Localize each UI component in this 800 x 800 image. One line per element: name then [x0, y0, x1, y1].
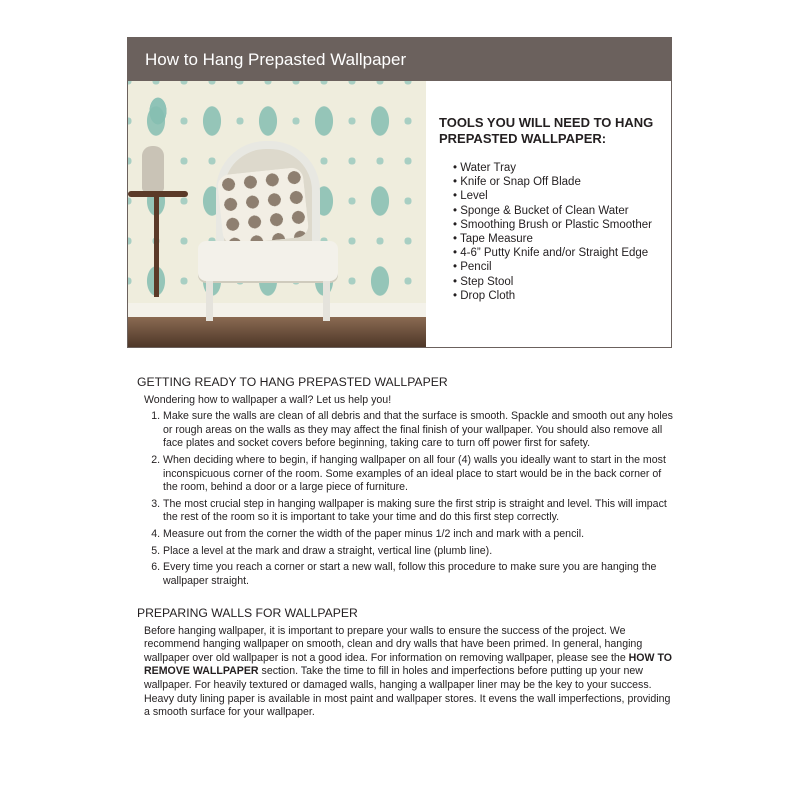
chair-seat	[198, 241, 338, 281]
step-item: 3. The most crucial step in hanging wallpaper is making sure the first strip is straight and level. This will impact the rest of the room so it is important to take your time and do this first step correctly.	[163, 498, 677, 525]
section-heading: GETTING READY TO HANG PREPASTED WALLPAPER	[137, 375, 448, 389]
tool-item: • Tape Measure	[453, 232, 669, 246]
step-item: 6. Every time you reach a corner or start a new wall, follow this procedure to make sure you are hanging the wallpaper straight.	[163, 561, 677, 588]
tool-item: • Sponge & Bucket of Clean Water	[453, 204, 669, 218]
room-photo	[128, 81, 426, 347]
tool-item: • Smoothing Brush or Plastic Smoother	[453, 218, 669, 232]
tool-item: • Drop Cloth	[453, 289, 669, 303]
tools-panel	[439, 115, 669, 303]
tool-item: • Pencil	[453, 260, 669, 274]
paragraph-text: section. Take the time to fill in holes and imperfections before putting up your new wallpaper. For heavily textured or damaged walls, hanging a wallpaper liner may be the key to your success. Heavy duty lining paper is available in most paint and wallpaper stores. It evens the wall imperfections, providing a smooth surface for your wallpaper.	[144, 665, 671, 719]
intro-text: Wondering how to wallpaper a wall? Let us help you!	[144, 393, 392, 406]
chair-leg	[206, 281, 213, 321]
tools-heading: TOOLS YOU WILL NEED TO HANG PREPASTED WALLPAPER:	[439, 115, 654, 146]
pillow	[217, 167, 310, 246]
chair-leg	[323, 281, 330, 321]
getting-ready-section	[137, 376, 677, 591]
side-table-leg	[154, 197, 159, 297]
step-item: 1. Make sure the walls are clean of all debris and that the surface is smooth. Spackle and smooth out any holes or rough areas on the walls as they may affect the final finish of your wallpaper. You should also remove all face plates and socket covers before beginning, taking care to turn off power first for safety.	[163, 410, 677, 451]
info-card	[127, 37, 672, 348]
wood-floor	[128, 317, 426, 347]
tool-item: • Water Tray	[453, 161, 669, 175]
tool-item: • Step Stool	[453, 275, 669, 289]
step-item: 5. Place a level at the mark and draw a straight, vertical line (plumb line).	[163, 545, 677, 559]
tools-list	[439, 161, 669, 303]
preparing-paragraph	[144, 625, 677, 720]
remove-wallpaper-reference: HOW TO REMOVE WALLPAPER	[144, 651, 673, 678]
tool-item: • 4-6” Putty Knife and/or Straight Edge	[453, 246, 669, 260]
step-item: 2. When deciding where to begin, if hanging wallpaper on all four (4) walls you ideally want to start in the most inconspicuous corner of the room. Some examples of an ideal place to start would be in the back corner of the room, behind a door or a large piece of furniture.	[163, 454, 677, 495]
preparing-walls-section	[137, 607, 677, 720]
section-heading: PREPARING WALLS FOR WALLPAPER	[137, 606, 358, 620]
vase	[142, 146, 164, 192]
tool-item: • Level	[453, 189, 669, 203]
card-title: How to Hang Prepasted Wallpaper	[128, 38, 671, 81]
armchair	[198, 141, 338, 321]
tool-item: • Knife or Snap Off Blade	[453, 175, 669, 189]
steps-list	[137, 410, 677, 588]
step-item: 4. Measure out from the corner the width of the paper minus 1/2 inch and mark with a pencil.	[163, 528, 677, 542]
paragraph-text: Before hanging wallpaper, it is important to prepare your walls to ensure the success of the project. We recommend hanging wallpaper on smooth, clean and dry walls that have been primed. In general, hanging wallpaper over old wallpaper is not a good idea. For information on removing wallpaper, please see the	[144, 624, 643, 664]
